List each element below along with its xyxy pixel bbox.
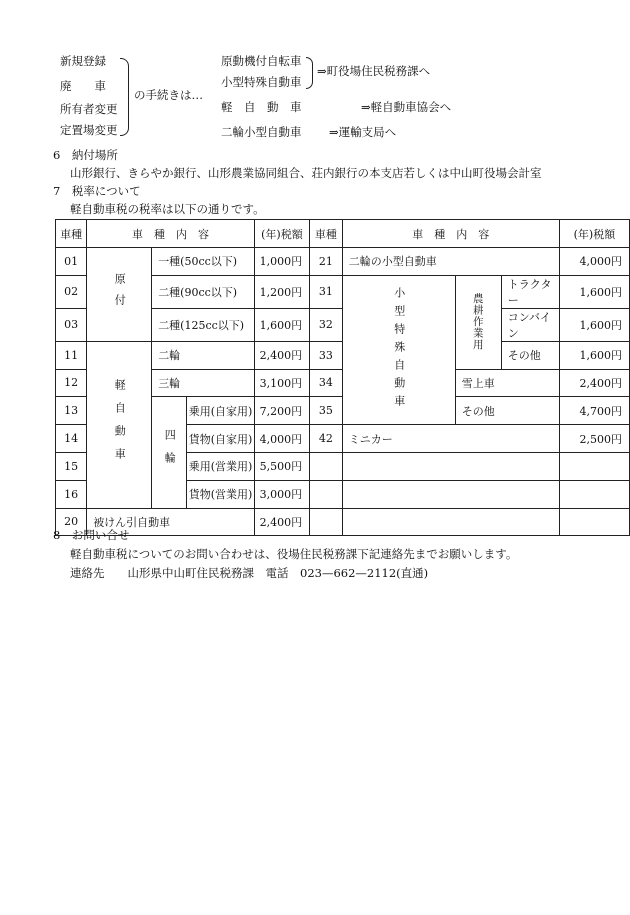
row-code: 11 xyxy=(56,341,87,369)
proc-dest-unyu: ⇒運輸支局へ xyxy=(329,125,397,139)
row-tax: 3,100円 xyxy=(254,369,309,397)
empty-cell xyxy=(559,508,629,536)
section7-heading: 7 税率について xyxy=(53,184,141,198)
row-code: 42 xyxy=(310,425,343,453)
proc-vehicle-kogata-tokushu: 小型特殊自動車 xyxy=(221,75,302,89)
proc-vehicle-gentsuki: 原動機付自転車 xyxy=(221,54,302,68)
row-code: 15 xyxy=(56,452,87,480)
row-tax: 4,000円 xyxy=(254,425,309,453)
proc-brace-left xyxy=(120,58,129,136)
row-code: 32 xyxy=(310,308,343,341)
proc-dest-kei: ⇒軽自動車協会へ xyxy=(361,100,452,114)
row-code: 35 xyxy=(310,397,343,425)
row-tax: 3,000円 xyxy=(254,480,309,508)
row-code: 31 xyxy=(310,275,343,308)
row-tax: 2,400円 xyxy=(254,341,309,369)
row-content: 一種(50cc以下) xyxy=(152,248,255,276)
row-content: ミニカー xyxy=(342,425,559,453)
header-content-left: 車 種 内 容 xyxy=(87,220,255,248)
proc-item-haisha: 廃 車 xyxy=(60,79,106,93)
row-code: 16 xyxy=(56,480,87,508)
row-content: その他 xyxy=(455,397,559,425)
row-content: コンバイン xyxy=(501,308,559,341)
section8-heading: 8 お問い合せ xyxy=(53,528,130,542)
row-code: 14 xyxy=(56,425,87,453)
row-tax: 1,600円 xyxy=(559,308,629,341)
section8-contact: 連絡先 山形県中山町住民税務課 電話 023—662—2112(直通) xyxy=(70,566,429,580)
group-kogata-tokushu: 小型特殊自動車 xyxy=(342,275,455,424)
row-content: 二輪の小型自動車 xyxy=(342,248,559,276)
empty-cell xyxy=(559,480,629,508)
empty-cell xyxy=(310,508,343,536)
header-code-left: 車種 xyxy=(56,220,87,248)
row-code: 01 xyxy=(56,248,87,276)
proc-vehicle-kei: 軽 自 動 車 xyxy=(221,100,302,114)
table-row xyxy=(56,248,630,276)
row-code: 34 xyxy=(310,369,343,397)
table-row xyxy=(56,508,630,536)
row-code: 03 xyxy=(56,308,87,341)
row-code: 21 xyxy=(310,248,343,276)
row-content: その他 xyxy=(501,341,559,369)
group-gentsuki: 原付 xyxy=(87,248,152,342)
row-tax: 5,500円 xyxy=(254,452,309,480)
header-content-right: 車 種 内 容 xyxy=(342,220,559,248)
row-content: 貨物(自家用) xyxy=(187,425,254,453)
row-content: 雪上車 xyxy=(455,369,559,397)
proc-vehicle-nirin-kogata: 二輪小型自動車 xyxy=(221,125,302,139)
group-yonrin: 四輪 xyxy=(152,397,187,508)
row-code: 33 xyxy=(310,341,343,369)
row-code: 13 xyxy=(56,397,87,425)
row-code: 20 xyxy=(56,508,87,536)
row-tax: 7,200円 xyxy=(254,397,309,425)
row-tax: 2,500円 xyxy=(559,425,629,453)
section8-body: 軽自動車税についてのお問い合わせは、役場住民税務課下記連絡先までお願いします。 xyxy=(70,547,518,561)
tax-rate-table xyxy=(55,219,630,536)
row-tax: 4,000円 xyxy=(559,248,629,276)
header-code-right: 車種 xyxy=(310,220,343,248)
row-content: 二輪 xyxy=(152,341,255,369)
row-content: 二種(125cc以下) xyxy=(152,308,255,341)
table-header-row xyxy=(56,220,630,248)
section6-body: 山形銀行、きらやか銀行、山形農業協同組合、荘内銀行の本支店若しくは中山町役場会計室 xyxy=(70,166,542,180)
row-tax: 1,000円 xyxy=(254,248,309,276)
section6-heading: 6 納付場所 xyxy=(53,148,118,162)
row-tax: 1,200円 xyxy=(254,275,309,308)
header-tax-left: (年)税額 xyxy=(254,220,309,248)
empty-cell xyxy=(342,508,559,536)
row-tax: 2,400円 xyxy=(559,369,629,397)
group-kei: 軽自動車 xyxy=(87,341,152,508)
empty-cell xyxy=(342,452,559,480)
section7-body: 軽自動車税の税率は以下の通りです。 xyxy=(70,202,265,216)
row-content: 乗用(自家用) xyxy=(187,397,254,425)
row-code: 12 xyxy=(56,369,87,397)
proc-dest-town: ⇒町役場住民税務課へ xyxy=(317,64,431,78)
row-tax: 4,700円 xyxy=(559,397,629,425)
row-tax: 1,600円 xyxy=(559,341,629,369)
proc-item-owner: 所有者変更 xyxy=(60,102,118,116)
empty-cell xyxy=(310,480,343,508)
row-content: 被けん引自動車 xyxy=(87,508,255,536)
row-content: 貨物(営業用) xyxy=(187,480,254,508)
empty-cell xyxy=(310,452,343,480)
proc-brace-right xyxy=(306,57,313,89)
empty-cell xyxy=(559,452,629,480)
proc-item-new: 新規登録 xyxy=(60,54,106,68)
row-tax: 1,600円 xyxy=(254,308,309,341)
row-content: 二種(90cc以下) xyxy=(152,275,255,308)
header-tax-right: (年)税額 xyxy=(559,220,629,248)
proc-middle-text: の手続きは… xyxy=(134,88,203,102)
proc-item-location: 定置場変更 xyxy=(60,123,118,137)
row-content: 乗用(営業用) xyxy=(187,452,254,480)
empty-cell xyxy=(342,480,559,508)
row-code: 02 xyxy=(56,275,87,308)
row-tax: 2,400円 xyxy=(254,508,309,536)
group-noukou: 農耕作業用 xyxy=(455,275,501,369)
row-content: トラクター xyxy=(501,275,559,308)
row-content: 三輪 xyxy=(152,369,255,397)
row-tax: 1,600円 xyxy=(559,275,629,308)
